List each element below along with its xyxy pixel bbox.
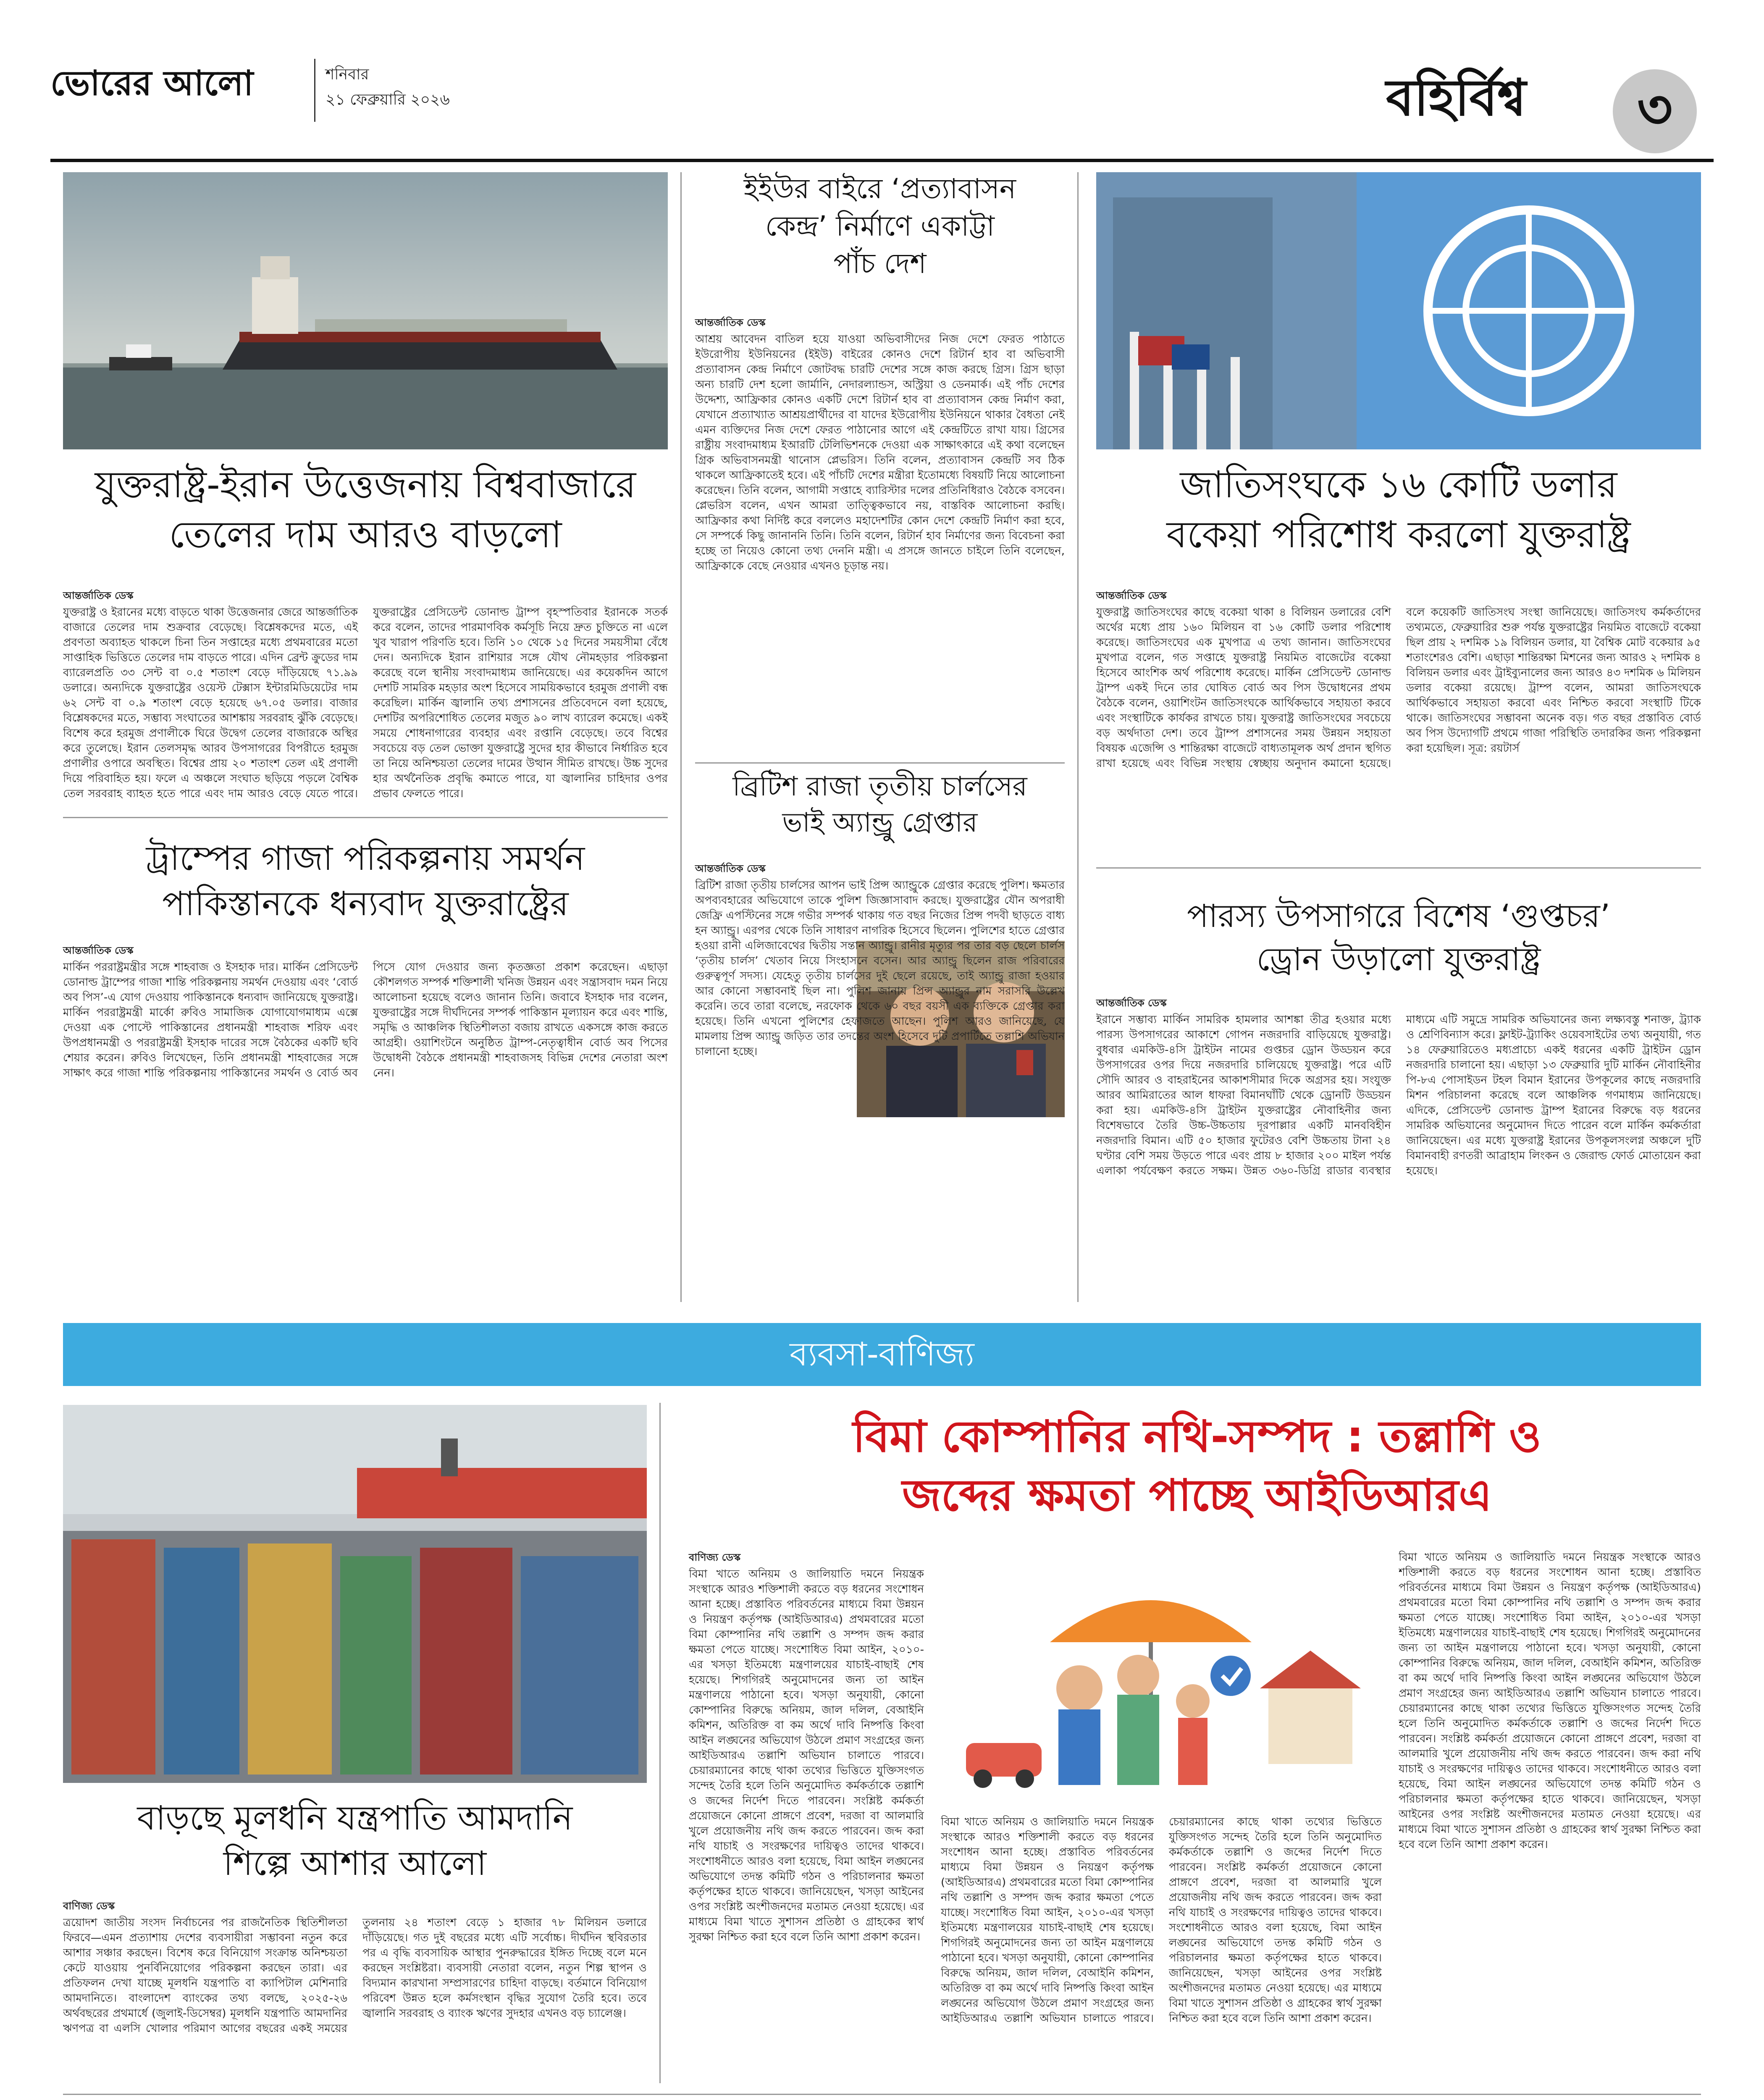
desk-oil: আন্তর্জাতিক ডেস্ক — [63, 590, 134, 601]
headline-drone: পারস্য উপসাগরে বিশেষ ‘গুপ্তচর’ ড্রোন উড়ালো যুক্তরাষ্ট্র — [1187, 897, 1610, 978]
column-rule — [680, 172, 682, 1302]
desk-charles: আন্তর্জাতিক ডেস্ক — [695, 863, 766, 874]
headline-returnhub: ইইউর বাইরে ‘প্রত্যাবাসন কেন্দ্র’ নির্মাণে একাট্টা পাঁচ দেশ — [743, 173, 1016, 280]
body-insurance-col3: বিমা খাতে অনিয়ম ও জালিয়াতি দমনে নিয়ন্ত্রক সংস্থাকে আরও শক্তিশালী করতে বড় ধরনের সংশোধন আনা হচ্ছে। প্রস্তাবিত পরিবর্তনের মাধ্যমে বিমা উন্নয়ন ও নিয়ন্ত্রণ কর্তৃপক্ষ (আইডিআরএ) প্রথমবারের মতো বিমা কোম্পানির নথি তল্লাশি ও সম্পদ জব্দ করার ক্ষমতা পেতে যাচ্ছে। সংশোধিত বিমা আইন, ২০১০-এর খসড়া ইতিমধ্যে মন্ত্রণালয়ের যাচাই-বাছাই শেষ হয়েছে। শিগগিরই অনুমোদনের জন্য তা আইন মন্ত্রণালয়ে পাঠানো হবে। খসড়া অনুযায়ী, কোনো কোম্পানির বিরুদ্ধে অনিয়ম, জাল দলিল, বেআইনি কমিশন, অতিরিক্ত বা কম অর্থে দাবি নিষ্পত্তি কিংবা আইন লঙ্ঘনের অভিযোগ উঠলে প্রমাণ সংগ্রহের জন্য আইডিআরএ তল্লাশি অভিযান চালাতে পারবে। চেয়ারম্যানের কাছে থাকা তথ্যের ভিত্তিতে যুক্তিসংগত সন্দেহ তৈরি হলে তিনি অনুমোদিত কর্মকর্তাকে তল্লাশি ও জব্দের নির্দেশ দিতে পারবেন। সংশ্লিষ্ট কর্মকর্তা প্রয়োজনে কোনো প্রাঙ্গণে প্রবেশ, দরজা বা আলমারি খুলে প্রয়োজনীয় নথি জব্দ করতে পারবেন। জব্দ করা নথি যাচাই ও সংরক্ষণের দায়িত্বও তাদের থাকবে। সংশোধনীতে আরও বলা হয়েছে, বিমা আইন লঙ্ঘনের অভিযোগে তদন্ত কমিটি গঠন ও পরিচালনার ক্ষমতা কর্তৃপক্ষের হাতে থাকবে। জানিয়েছেন, খসড়া আইনের ওপর সংশ্লিষ্ট অংশীজনদের মতামত নেওয়া হয়েছে। এর মাধ্যমে বিমা খাতে সুশাসন প্রতিষ্ঠা ও গ্রাহকের স্বার্থ সুরক্ষা নিশ্চিত করা হবে বলে তিনি আশা প্রকাশ করেন। — [1399, 1551, 1701, 1851]
masthead-rule — [50, 159, 1714, 162]
article-rule — [695, 762, 1065, 764]
section-banner — [63, 1323, 1701, 1386]
headline-gaza: ট্রাম্পের গাজা পরিকল্পনায় সমর্থন পাকিস্তানকে ধন্যবাদ যুক্তরাষ্ট্রের — [146, 839, 585, 923]
desk-returnhub: আন্তর্জাতিক ডেস্ক — [695, 317, 766, 328]
section-banner-label: ব্যবসা-বাণিজ্য — [790, 1336, 974, 1373]
desk-drone: আন্তর্জাতিক ডেস্ক — [1096, 997, 1167, 1009]
issue-date: ২১ ফেব্রুয়ারি ২০২৬ — [326, 91, 450, 108]
desk-un: আন্তর্জাতিক ডেস্ক — [1096, 590, 1167, 601]
body-charles: ব্রিটিশ রাজা তৃতীয় চার্লসের আপন ভাই প্রিন্স অ্যান্ড্রুকে গ্রেপ্তার করেছে পুলিশ। ক্ষমতার অপব্যবহারের অভিযোগে তাকে পুলিশ জিজ্ঞাসাবাদ করছে। যুক্তরাষ্ট্রের যৌন অপরাধী জেফ্রি এপস্টিনের সঙ্গে গভীর সম্পর্ক থাকায় গত বছর নিজের প্রিন্স পদবী ছাড়তে বাধ্য হন অ্যান্ড্রু। এরপর থেকে তিনি সাধারণ নাগরিক হিসেবে ছিলেন। পুলিশের হাতে গ্রেপ্তার হওয়া রানী এলিজাবেথের দ্বিতীয় সন্তান অ্যান্ড্রু। রানীর মৃত্যুর পর তার বড় ছেলে চার্লস ‘তৃতীয় চার্লস’ খেতাব নিয়ে সিংহাসনে বসেন। আর অ্যান্ড্রু ছিলেন রাজ পরিবারের গুরুত্বপূর্ণ সদস্য। যেহেতু তৃতীয় চার্লসের দুই ছেলে রয়েছে, তাই অ্যান্ড্রু রাজা হওয়ার আর কোনো সম্ভাবনাই ছিল না। পুলিশ জানায় প্রিন্স অ্যান্ড্রুর নাম সরাসরি উল্লেখ করেনি। তবে তারা বলেছে, নরফোক থেকে ৬০ বছর বয়সী এক ব্যক্তিকে গ্রেপ্তার করা হয়েছে। তিনি এখনো পুলিশের হেফাজতে আছেন। পুলিশ আরও জানিয়েছে, যে মামলায় প্রিন্স অ্যান্ড্রু জড়িত তার তদন্তের অংশ হিসেবে দুটি প্রপার্টিতে তল্লাশি অভিযান চালানো হচ্ছে। — [695, 879, 1065, 1058]
body-oil: যুক্তরাষ্ট্র ও ইরানের মধ্যে বাড়তে থাকা উত্তেজনার জেরে আন্তর্জাতিক বাজারে তেলের দাম শুক্রবার বেড়েছে। বিশ্লেষকদের মতে, এই প্রবণতা অব্যাহত থাকলে চিনা তিন সপ্তাহের মধ্যে প্রথমবারের মতো সাপ্তাহিক ভিত্তিতে তেলের দাম বাড়তে পারে। এদিন ব্রেন্ট ক্রুডের দাম ব্যারেলপ্রতি ৩৩ সেন্ট বা ০.৫ শতাংশ বেড়ে দাঁড়িয়েছে ৭১.৯৯ ডলারে। অন্যদিকে যুক্তরাষ্ট্রের ওয়েস্ট টেক্সাস ইন্টারমিডিয়েটের দাম ৬২ সেন্ট বা ০.৯ শতাংশ বেড়ে হয়েছে ৬৭.০৫ ডলার। বাজার বিশ্লেষকদের মতে, সম্ভাব্য সংঘাতের আশঙ্কায় সরবরাহ ঝুঁকি বেড়েছে। বিশেষ করে হরমুজ প্রণালীকে ঘিরে উদ্বেগ তেলের বাজারকে অস্থির করে তুলেছে। ইরান তেলসমৃদ্ধ আরব উপসাগরের বিপরীতে হরমুজ প্রণালীর ওপারে অবস্থিত। বিশ্বের প্রায় ২০ শতাংশ তেল এই প্রণালী দিয়ে পরিবাহিত হয়। ফলে এ অঞ্চলে সংঘাত ছড়িয়ে পড়লে বৈশ্বিক তেল সরবরাহ ব্যাহত হতে পারে এবং দাম আরও বেড়ে যেতে পারে। যুক্তরাষ্ট্রের প্রেসিডেন্ট ডোনাল্ড ট্রাম্প বৃহস্পতিবার ইরানকে সতর্ক করে বলেন, তাদের পারমাণবিক কর্মসূচি নিয়ে দ্রুত চুক্তিতে না এলে খুব খারাপ পরিণতি হবে। তিনি ১০ থেকে ১৫ দিনের সময়সীমা বেঁধে দেন। অন্যদিকে ইরান রাশিয়ার সঙ্গে যৌথ নৌমহড়ার পরিকল্পনা করেছে বলে স্থানীয় সংবাদমাধ্যম জানিয়েছে। এর কয়েকদিন আগে দেশটি সামরিক মহড়ার অংশ হিসেবে সাময়িকভাবে হরমুজ প্রণালী বন্ধ করেছিল। মার্কিন জ্বালানি তথ্য প্রশাসনের প্রতিবেদনে বলা হয়েছে, দেশটির অপরিশোধিত তেলের মজুত ৯০ লাখ ব্যারেল কমেছে। একই সময়ে শোধনাগারের ব্যবহার এবং রপ্তানি বেড়েছে। তবে বিশ্বের সবচেয়ে বড় তেল ভোক্তা যুক্তরাষ্ট্রে সুদের হার কীভাবে নির্ধারিত হবে তা নিয়ে অনিশ্চয়তা তেলের দামের উত্থান সীমিত রাখছে। উচ্চ সুদের হার অর্থনৈতিক প্রবৃদ্ধি কমাতে পারে, যা জ্বালানির চাহিদার ওপর প্রভাব ফেলতে পারে। — [63, 606, 668, 800]
article-rule — [63, 817, 668, 818]
headline-un: জাতিসংঘকে ১৬ কোটি ডলার বকেয়া পরিশোধ করলো যুক্তরাষ্ট্র — [1166, 463, 1631, 556]
issue-day: শনিবার — [326, 66, 369, 83]
headline-machinery: বাড়ছে মূলধনি যন্ত্রপাতি আমদানি শিল্পে আশার আলো — [137, 1798, 573, 1883]
headline-insurance: বিমা কোম্পানির নথি-সম্পদ : তল্লাশি ও জব্দের ক্ষমতা পাচ্ছে আইডিআরএ — [853, 1411, 1541, 1521]
un-headquarters-photo — [1096, 172, 1701, 449]
body-un: যুক্তরাষ্ট্র জাতিসংঘের কাছে বকেয়া থাকা ৪ বিলিয়ন ডলারের বেশি অর্থের মধ্যে প্রায় ১৬০ মিলিয়ন বা ১৬ কোটি ডলার পরিশোধ করেছে। জাতিসংঘের এক মুখপাত্র এ তথ্য জানান। জাতিসংঘের মুখপাত্র বলেন, গত সপ্তাহে যুক্তরাষ্ট্র নিয়মিত বাজেটের বকেয়া হিসেবে আংশিক অর্থ পরিশোধ করেছে। মার্কিন প্রেসিডেন্ট ডোনাল্ড ট্রাম্প একই দিনে তার ঘোষিত বোর্ড অব পিস উদ্বোধনের প্রথম বৈঠকে বলেন, ওয়াশিংটন জাতিসংঘকে আর্থিকভাবে সহায়তা করবে এবং সংস্থাটিকে কার্যকর রাখতে চায়। যুক্তরাষ্ট্র জাতিসংঘের সবচেয়ে বড় অর্থদাতা দেশ। তবে ট্রাম্প প্রশাসনের সময় উন্নয়ন সহায়তা বিষয়ক এজেন্সি ও শান্তিরক্ষা বাজেটে বাধ্যতামূলক অর্থ প্রদান স্থগিত রাখা হয়েছে এবং বিভিন্ন সংস্থায় স্বেচ্ছায় অনুদান কমানো হয়েছে। বলে কয়েকটি জাতিসংঘ সংস্থা জানিয়েছে। জাতিসংঘ কর্মকর্তাদের তথ্যমতে, ফেব্রুয়ারির শুরু পর্যন্ত যুক্তরাষ্ট্রের নিয়মিত বাজেটে বকেয়া ছিল প্রায় ২ দশমিক ১৯ বিলিয়ন ডলার, যা বৈশ্বিক মোট বকেয়ার ৯৫ শতাংশেরও বেশি। এছাড়া শান্তিরক্ষা মিশনের জন্য আরও ২ দশমিক ৪ বিলিয়ন ডলার এবং ট্রাইব্যুনালের জন্য আরও ৪৩ দশমিক ৬ মিলিয়ন ডলার বকেয়া রয়েছে। ট্রাম্প বলেন, আমরা জাতিসংঘকে আর্থিকভাবে সহায়তা করবো এবং নিশ্চিত করবো সংস্থাটি টিকে থাকে। জাতিসংঘের সম্ভাবনা অনেক বড়। গত বছর প্রস্তাবিত বোর্ড অব পিস উদ্যোগটি প্রথমে গাজা পরিস্থিতি তদারকির জন্য পরিকল্পনা করা হয়েছিল। সূত্র: রয়টার্স — [1096, 606, 1701, 770]
desk-gaza: আন্তর্জাতিক ডেস্ক — [63, 945, 134, 956]
body-drone: ইরানে সম্ভাব্য মার্কিন সামরিক হামলার আশঙ্কা তীব্র হওয়ার মধ্যে পারস্য উপসাগরের আকাশে গোপন নজরদারি বাড়িয়েছে যুক্তরাষ্ট্র। বুধবার এমকিউ-৪সি ট্রাইটন নামের গুপ্তচর ড্রোন উড্ডয়ন করে উপসাগরের ওপর দিয়ে নজরদারি চালিয়েছে যুক্তরাষ্ট্র। পরে এটি সৌদি আরব ও বাহরাইনের আকাশসীমার দিকে অগ্রসর হয়। সংযুক্ত আরব আমিরাতের আল ধাফরা বিমানঘাঁটি থেকে ড্রোনটি উড্ডয়ন করা হয়। এমকিউ-৪সি ট্রাইটন যুক্তরাষ্ট্রের নৌবাহিনীর জন্য বিশেষভাবে তৈরি উচ্চ-উচ্চতায় দূরপাল্লার একটি মানববিহীন নজরদারি বিমান। এটি ৫০ হাজার ফুটেরও বেশি উচ্চতায় টানা ২৪ ঘণ্টার বেশি সময় উড়তে পারে এবং প্রায় ৮ হাজার ২০০ মাইল পর্যন্ত এলাকা পর্যবেক্ষণ করতে সক্ষম। উন্নত ৩৬০-ডিগ্রি রাডার ব্যবস্থার মাধ্যমে এটি সমুদ্রে সামরিক অভিযানের জন্য লক্ষ্যবস্তু শনাক্ত, ট্র্যাক ও শ্রেণিবিন্যাস করে। ফ্লাইট-ট্র্যাকিং ওয়েবসাইটের তথ্য অনুযায়ী, গত ১৪ ফেব্রুয়ারিতেও মধ্যপ্রাচ্যে একই ধরনের একটি ট্রাইটন ড্রোন নজরদারি চালানো হয়। এছাড়া ১৩ ফেব্রুয়ারি দুটি মার্কিন নৌবাহিনীর পি-৮এ পোসাইডন টহল বিমান ইরানের উপকূলের কাছে নজরদারি মিশন পরিচালনা করেছে বলে আঞ্চলিক গণমাধ্যম জানিয়েছে। এদিকে, প্রেসিডেন্ট ডোনাল্ড ট্রাম্প ইরানের বিরুদ্ধে বড় ধরনের সামরিক অভিযানের অনুমোদন দিতে পারেন বলে মার্কিন কর্মকর্তারা জানিয়েছেন। এর মধ্যে যুক্তরাষ্ট্র ইরানের উপকূলসংলগ্ন অঞ্চলে দুটি বিমানবাহী রণতরী আব্রাহাম লিংকন ও জেরাল্ড ফোর্ড মোতায়েন করা হয়েছে। — [1096, 1013, 1701, 1177]
body-machinery: ত্রয়োদশ জাতীয় সংসদ নির্বাচনের পর রাজনৈতিক স্থিতিশীলতা ফিরবে—এমন প্রত্যাশায় দেশের ব্যবসায়ীরা সম্ভাবনা নতুন করে আশার সঞ্চার করছেন। বিশেষ করে বিনিয়োগ সংক্রান্ত অনিশ্চয়তা কেটে যাওয়ায় পুনর্বিনিয়োগের পরিকল্পনা করছেন তারা। এর প্রতিফলন দেখা যাচ্ছে মূলধনি যন্ত্রপাতি বা ক্যাপিটাল মেশিনারি আমদানিতে। বাংলাদেশ ব্যাংকের তথ্য বলছে, ২০২৫-২৬ অর্থবছরের প্রথমার্ধে (জুলাই-ডিসেম্বর) মূলধনি যন্ত্রপাতি আমদানির ঋণপত্র বা এলসি খোলার পরিমাণ আগের বছরের একই সময়ের তুলনায় ২৪ শতাংশ বেড়ে ১ হাজার ৭৮ মিলিয়ন ডলারে দাঁড়িয়েছে। গত দুই বছরের মধ্যে এটি সর্বোচ্চ। দীর্ঘদিন স্থবিরতার পর এ বৃদ্ধি ব্যবসায়িক আস্থার পুনরুদ্ধারের ইঙ্গিত দিচ্ছে বলে মনে করছেন সংশ্লিষ্টরা। ব্যবসায়ী নেতারা বলেন, নতুন শিল্প স্থাপন ও বিদ্যমান কারখানা সম্প্রসারণের চাহিদা বাড়ছে। বর্তমানে বিনিয়োগ পরিবেশ উন্নত হলে কর্মসংস্থান বৃদ্ধির সুযোগ তৈরি হবে। তবে জ্বালানি সরবরাহ ও ব্যাংক ঋণের সুদহার এখনও বড় চ্যালেঞ্জ। — [63, 1916, 647, 2035]
oil-tanker-photo — [63, 172, 668, 449]
brand-logo: ভোরের আলো — [50, 63, 254, 103]
headline-oil: যুক্তরাষ্ট্র-ইরান উত্তেজনায় বিশ্ববাজারে তেলের দাম আরও বাড়লো — [94, 463, 636, 556]
column-rule — [1077, 172, 1079, 1302]
article-rule — [1096, 867, 1701, 869]
body-insurance-col1: বিমা খাতে অনিয়ম ও জালিয়াতি দমনে নিয়ন্ত্রক সংস্থাকে আরও শক্তিশালী করতে বড় ধরনের সংশোধন আনা হচ্ছে। প্রস্তাবিত পরিবর্তনের মাধ্যমে বিমা উন্নয়ন ও নিয়ন্ত্রণ কর্তৃপক্ষ (আইডিআরএ) প্রথমবারের মতো বিমা কোম্পানির নথি তল্লাশি ও সম্পদ জব্দ করার ক্ষমতা পেতে যাচ্ছে। সংশোধিত বিমা আইন, ২০১০-এর খসড়া ইতিমধ্যে মন্ত্রণালয়ের যাচাই-বাছাই শেষ হয়েছে। শিগগিরই অনুমোদনের জন্য তা আইন মন্ত্রণালয়ে পাঠানো হবে। খসড়া অনুযায়ী, কোনো কোম্পানির বিরুদ্ধে অনিয়ম, জাল দলিল, বেআইনি কমিশন, অতিরিক্ত বা কম অর্থে দাবি নিষ্পত্তি কিংবা আইন লঙ্ঘনের অভিযোগ উঠলে প্রমাণ সংগ্রহের জন্য আইডিআরএ তল্লাশি অভিযান চালাতে পারবে। চেয়ারম্যানের কাছে থাকা তথ্যের ভিত্তিতে যুক্তিসংগত সন্দেহ তৈরি হলে তিনি অনুমোদিত কর্মকর্তাকে তল্লাশি ও জব্দের নির্দেশ দিতে পারবেন। সংশ্লিষ্ট কর্মকর্তা প্রয়োজনে কোনো প্রাঙ্গণে প্রবেশ, দরজা বা আলমারি খুলে প্রয়োজনীয় নথি জব্দ করতে পারবেন। জব্দ করা নথি যাচাই ও সংরক্ষণের দায়িত্বও তাদের থাকবে। সংশোধনীতে আরও বলা হয়েছে, বিমা আইন লঙ্ঘনের অভিযোগে তদন্ত কমিটি গঠন ও পরিচালনার ক্ষমতা কর্তৃপক্ষের হাতে থাকবে। জানিয়েছেন, খসড়া আইনের ওপর সংশ্লিষ্ট অংশীজনদের মতামত নেওয়া হয়েছে। এর মাধ্যমে বিমা খাতে সুশাসন প্রতিষ্ঠা ও গ্রাহকের স্বার্থ সুরক্ষা নিশ্চিত করা হবে বলে তিনি আশা প্রকাশ করেন। — [689, 1568, 924, 1943]
article-rule — [63, 2094, 1701, 2095]
page-number: ৩ — [1637, 77, 1673, 141]
masthead-divider — [314, 59, 315, 122]
desk-machinery: বাণিজ্য ডেস্ক — [63, 1900, 115, 1912]
column-rule — [659, 1403, 661, 2083]
body-gaza: মার্কিন পররাষ্ট্রমন্ত্রীর সঙ্গে শাহবাজ ও ইসহাক দার। মার্কিন প্রেসিডেন্ট ডোনাল্ড ট্রাম্পের গাজা শান্তি পরিকল্পনায় সমর্থন দেওয়ায় এবং ‘বোর্ড অব পিস’-এ যোগ দেওয়ায় পাকিস্তানকে ধন্যবাদ জানিয়েছে যুক্তরাষ্ট্র। মার্কিন পররাষ্ট্রমন্ত্রী মার্কো রুবিও সামাজিক যোগাযোগমাধ্যম এক্সে দেওয়া এক পোস্টে পাকিস্তানের প্রধানমন্ত্রী শাহবাজ শরিফ এবং উপপ্রধানমন্ত্রী ও পররাষ্ট্রমন্ত্রী ইসহাক দারের সঙ্গে বৈঠকের একটি ছবি শেয়ার করেন। রুবিও লিখেছেন, তিনি প্রধানমন্ত্রী শাহবাজের সঙ্গে সাক্ষাৎ করে গাজা শান্তি পরিকল্পনায় পাকিস্তানের সমর্থন ও বোর্ড অব পিসে যোগ দেওয়ার জন্য কৃতজ্ঞতা প্রকাশ করেছেন। এছাড়া কৌশলগত সম্পর্ক শক্তিশালী খনিজ উন্নয়ন এবং সন্ত্রাসবাদ দমন নিয়ে আলোচনা হয়েছে বলেও জানান তিনি। জবাবে ইসহাক দার বলেন, যুক্তরাষ্ট্রের সঙ্গে দীর্ঘদিনের সম্পর্ক পাকিস্তান মূল্যায়ন করে এবং শান্তি, সমৃদ্ধি ও আঞ্চলিক স্থিতিশীলতা বজায় রাখতে একসঙ্গে কাজ করতে আগ্রহী। ওয়াশিংটনে অনুষ্ঠিত ট্রাম্প-নেতৃত্বাধীন বোর্ড অব পিসের উদ্বোধনী বৈঠকে প্রধানমন্ত্রী শাহবাজসহ বিভিন্ন দেশের নেতারা অংশ নেন। — [63, 961, 668, 1079]
body-returnhub: আশ্রয় আবেদন বাতিল হয়ে যাওয়া অভিবাসীদের নিজ দেশে ফেরত পাঠাতে ইউরোপীয় ইউনিয়নের (ইইউ) বাইরের কোনও দেশে রিটার্ন হাব বা অভিবাসী প্রত্যাবাসন কেন্দ্র নির্মাণে জোটবদ্ধ চারটি দেশের সঙ্গে কাজ করছে গ্রিস। গ্রিস ছাড়া অন্য চারটি দেশ হলো জার্মানি, নেদারল্যান্ডস, অস্ট্রিয়া ও ডেনমার্ক। এই পাঁচ দেশের উদ্দেশ্য, আফ্রিকার কোনও একটি দেশে রিটার্ন হাব বা প্রত্যাবাসন কেন্দ্র নির্মাণ করা, যেখানে প্রত্যাখ্যাত আশ্রয়প্রার্থীদের বা যাদের ইউরোপীয় ইউনিয়নে থাকার বৈধতা নেই এমন ব্যক্তিদের নিজ দেশে ফেরত পাঠানোর আগে এই কেন্দ্রটিতে রাখা যায়। গ্রিসের রাষ্ট্রীয় সংবাদমাধ্যম ইআরটি টেলিভিশনকে দেওয়া এক সাক্ষাৎকারে এই কথা বলেছেন গ্রিক অভিবাসনমন্ত্রী থানোস প্লেভরিস। তিনি বলেন, প্রত্যাবাসন কেন্দ্রটি সব ঠিক থাকলে আফ্রিকাতেই হবে। এই পাঁচটি দেশের মন্ত্রীরা ইতোমধ্যে বিষয়টি নিয়ে আলোচনা করেছেন। তিনি বলেন, আগামী সপ্তাহে ব্যারিস্টার দলের প্রতিনিধিরাও বৈঠকে বসবেন। প্লেভরিস বলেন, এখন আমরা তাত্ত্বিকভাবে নয়, বাস্তবিক আলোচনা করছি। আফ্রিকার কথা নির্দিষ্ট করে বললেও মহাদেশটির কোন দেশে কেন্দ্রটি নির্মাণ করা হবে, সে সম্পর্কে কিছু জানাননি তিনি। তিনি বলেন, রিটার্ন হাব নির্মাণের জন্য বিবেচনা করা হচ্ছে তা নিয়েও কোনো তথ্য দেননি মন্ত্রী। এ প্রসঙ্গে জানতে চাইলে তিনি বলেছেন, আফ্রিকাকে বেছে নেওয়ার এখনও চূড়ান্ত নয়। — [695, 333, 1065, 572]
insurance-illustration — [941, 1550, 1382, 1802]
headline-charles: ব্রিটিশ রাজা তৃতীয় চার্লসের ভাই অ্যান্ড্রু গ্রেপ্তার — [732, 771, 1027, 839]
body-insurance-col2: বিমা খাতে অনিয়ম ও জালিয়াতি দমনে নিয়ন্ত্রক সংস্থাকে আরও শক্তিশালী করতে বড় ধরনের সংশোধন আনা হচ্ছে। প্রস্তাবিত পরিবর্তনের মাধ্যমে বিমা উন্নয়ন ও নিয়ন্ত্রণ কর্তৃপক্ষ (আইডিআরএ) প্রথমবারের মতো বিমা কোম্পানির নথি তল্লাশি ও সম্পদ জব্দ করার ক্ষমতা পেতে যাচ্ছে। সংশোধিত বিমা আইন, ২০১০-এর খসড়া ইতিমধ্যে মন্ত্রণালয়ের যাচাই-বাছাই শেষ হয়েছে। শিগগিরই অনুমোদনের জন্য তা আইন মন্ত্রণালয়ে পাঠানো হবে। খসড়া অনুযায়ী, কোনো কোম্পানির বিরুদ্ধে অনিয়ম, জাল দলিল, বেআইনি কমিশন, অতিরিক্ত বা কম অর্থে দাবি নিষ্পত্তি কিংবা আইন লঙ্ঘনের অভিযোগ উঠলে প্রমাণ সংগ্রহের জন্য আইডিআরএ তল্লাশি অভিযান চালাতে পারবে। চেয়ারম্যানের কাছে থাকা তথ্যের ভিত্তিতে যুক্তিসংগত সন্দেহ তৈরি হলে তিনি অনুমোদিত কর্মকর্তাকে তল্লাশি ও জব্দের নির্দেশ দিতে পারবেন। সংশ্লিষ্ট কর্মকর্তা প্রয়োজনে কোনো প্রাঙ্গণে প্রবেশ, দরজা বা আলমারি খুলে প্রয়োজনীয় নথি জব্দ করতে পারবেন। জব্দ করা নথি যাচাই ও সংরক্ষণের দায়িত্বও তাদের থাকবে। সংশোধনীতে আরও বলা হয়েছে, বিমা আইন লঙ্ঘনের অভিযোগে তদন্ত কমিটি গঠন ও পরিচালনার ক্ষমতা কর্তৃপক্ষের হাতে থাকবে। জানিয়েছেন, খসড়া আইনের ওপর সংশ্লিষ্ট অংশীজনদের মতামত নেওয়া হয়েছে। এর মাধ্যমে বিমা খাতে সুশাসন প্রতিষ্ঠা ও গ্রাহকের স্বার্থ সুরক্ষা নিশ্চিত করা হবে বলে তিনি আশা প্রকাশ করেন। — [941, 1816, 1382, 2025]
section-title: বহির্বিশ্ব — [1386, 69, 1526, 127]
page-number-badge — [1613, 69, 1697, 153]
container-port-photo — [63, 1405, 647, 1783]
desk-insurance: বাণিজ্য ডেস্ক — [689, 1551, 741, 1563]
